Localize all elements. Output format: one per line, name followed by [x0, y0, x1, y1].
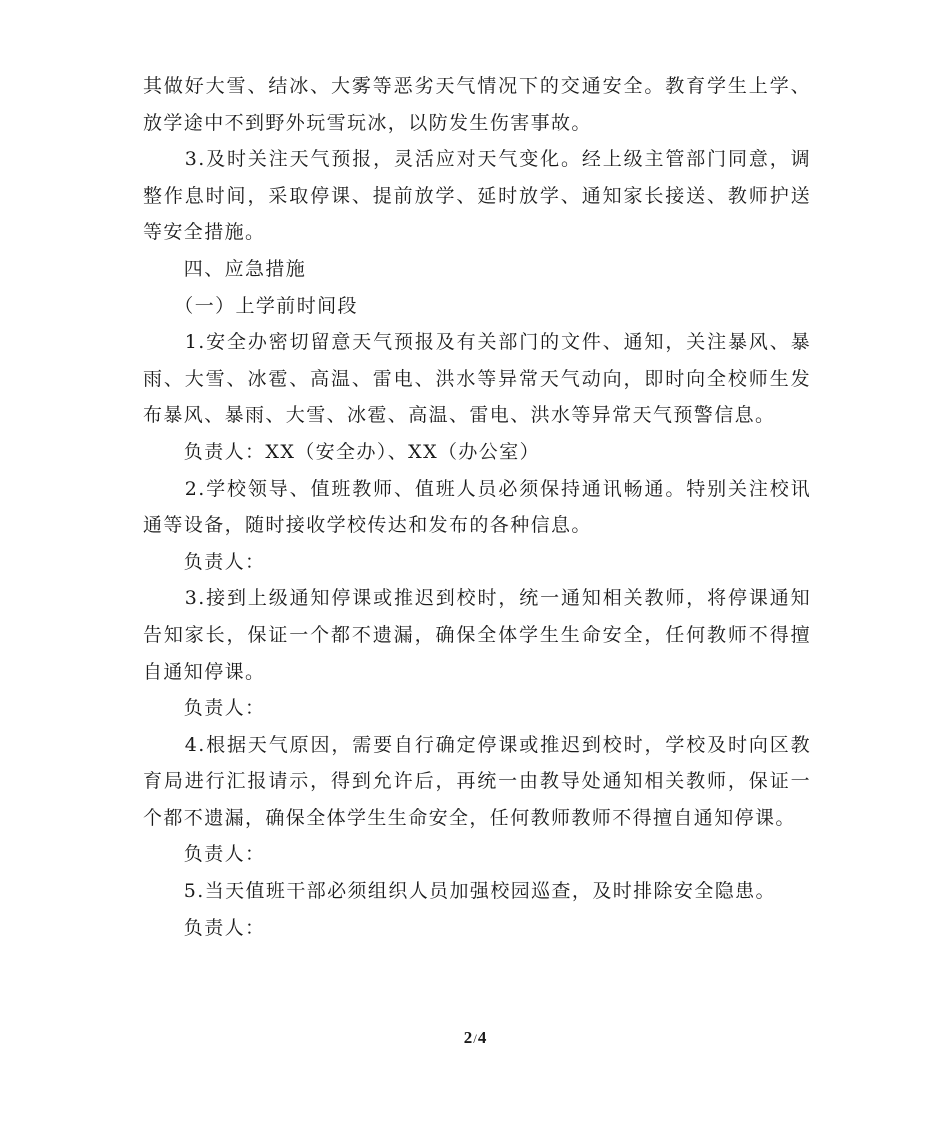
paragraph-item-1: 1.安全办密切留意天气预报及有关部门的文件、通知，关注暴风、暴雨、大雪、冰雹、高温、雷电、洪水等异常天气动向，即时向全校师生发布暴风、暴雨、大雪、冰雹、高温、雷电、洪水等异常天气预警信息。 — [143, 331, 811, 427]
responsible-person-3: 负责人： — [143, 697, 266, 720]
responsible-person-4: 负责人： — [143, 843, 266, 866]
responsible-person-2: 负责人： — [143, 550, 266, 573]
paragraph-item-4: 4.根据天气原因，需要自行确定停课或推迟到校时，学校及时向区教育局进行汇报请示，得到允许后，再统一由教导处通知相关教师，保证一个都不遗漏，确保全体学生生命安全，任何教师教师不得擅自通知停课。 — [143, 733, 811, 829]
total-page-count: 4 — [477, 1028, 487, 1047]
section-heading-emergency-measures: 四、应急措施 — [143, 257, 307, 280]
current-page-number: 2 — [463, 1028, 473, 1047]
paragraph-continuation: 其做好大雪、结冰、大雾等恶劣天气情况下的交通安全。教育学生上学、放学途中不到野外玩雪玩冰，以防发生伤害事故。 — [143, 75, 811, 134]
paragraph-item-2: 2.学校领导、值班教师、值班人员必须保持通讯畅通。特别关注校讯通等设备，随时接收学校传达和发布的各种信息。 — [143, 477, 811, 537]
subsection-heading-before-school: （一）上学前时间段 — [143, 294, 358, 317]
document-body — [143, 68, 811, 946]
responsible-person-5: 负责人： — [143, 916, 266, 939]
page-number — [0, 1027, 950, 1050]
responsible-person-1: 负责人：XX（安全办）、XX（办公室） — [143, 440, 541, 463]
paragraph-item-3-weather: 3.及时关注天气预报，灵活应对天气变化。经上级主管部门同意，调整作息时间，采取停课、提前放学、延时放学、通知家长接送、教师护送等安全措施。 — [143, 148, 811, 244]
paragraph-item-5: 5.当天值班干部必须组织人员加强校园巡查，及时排除安全隐患。 — [143, 880, 776, 903]
paragraph-item-3: 3.接到上级通知停课或推迟到校时，统一通知相关教师，将停课通知告知家长，保证一个都不遗漏，确保全体学生生命安全，任何教师不得擅自通知停课。 — [143, 587, 811, 683]
page-number-separator: / — [473, 1031, 477, 1046]
